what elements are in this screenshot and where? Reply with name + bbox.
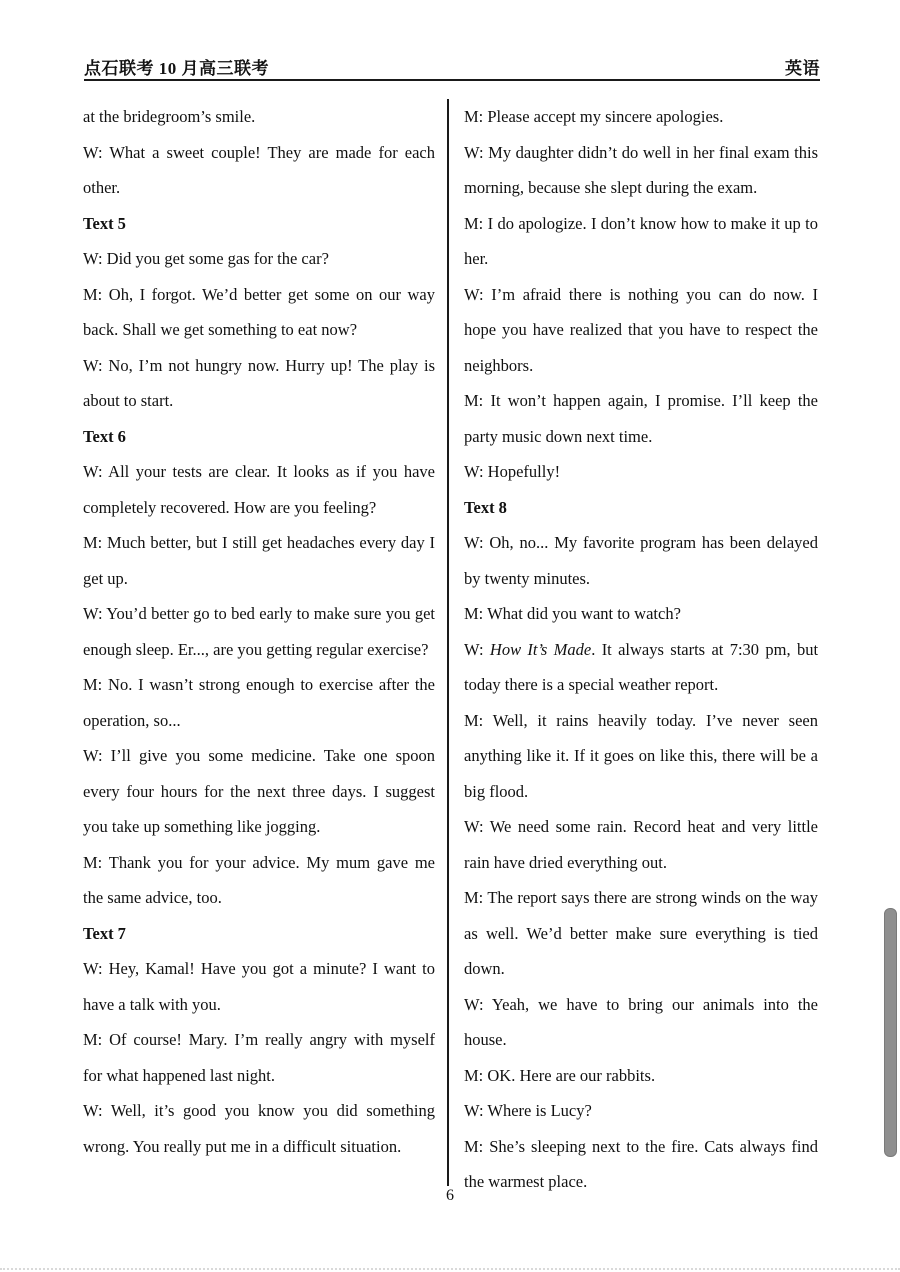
page-number: 6 <box>446 1187 454 1204</box>
dialogue-line: M: Of course! Mary. I’m really angry with myself for what happened last night. <box>83 1030 435 1085</box>
text-section-heading: Text 6 <box>83 426 126 446</box>
dialogue-line: M: It won’t happen again, I promise. I’ll keep the party music down next time. <box>464 391 818 446</box>
dialogue-line: W: You’d better go to bed early to make sure you get enough sleep. Er..., are you getting regular exercise? <box>83 604 435 659</box>
scrollbar-thumb[interactable] <box>884 908 897 1157</box>
dialogue-line: W: Oh, no... My favorite program has been delayed by twenty minutes. <box>464 533 818 588</box>
dialogue-line: M: I do apologize. I don’t know how to make it up to her. <box>464 213 818 268</box>
dialogue-line: M: Please accept my sincere apologies. <box>464 107 724 126</box>
dialogue-line: at the bridegroom’s smile. <box>83 107 256 126</box>
dialogue-line: M: Well, it rains heavily today. I’ve never seen anything like it. If it goes on like this, there will be a big flood. <box>464 710 818 801</box>
dialogue-line: M: Thank you for your advice. My mum gave me the same advice, too. <box>83 852 435 907</box>
dialogue-line: M: No. I wasn’t strong enough to exercise after the operation, so... <box>83 675 435 730</box>
dialogue-line: W: We need some rain. Record heat and very little rain have dried everything out. <box>464 817 818 872</box>
dialogue-line: W: My daughter didn’t do well in her final exam this morning, because she slept during the exam. <box>464 142 818 197</box>
dialogue-line: W: I’m afraid there is nothing you can do now. I hope you have realized that you have to respect the neighbors. <box>464 284 818 375</box>
dialogue-line: M: What did you want to watch? <box>464 604 681 623</box>
dialogue-line: M: The report says there are strong winds on the way as well. We’d better make sure everything is tied down. <box>464 888 818 978</box>
dialogue-line: W: Well, it’s good you know you did something wrong. You really put me in a difficult situation. <box>83 1101 435 1156</box>
dialogue-line: W: Yeah, we have to bring our animals into the house. <box>464 994 818 1049</box>
dialogue-line: W: Hopefully! <box>464 462 561 481</box>
dialogue-line: W: Hey, Kamal! Have you got a minute? I want to have a talk with you. <box>83 959 435 1014</box>
text-section-heading: Text 5 <box>83 213 126 233</box>
page-header <box>84 50 820 81</box>
dialogue-line: M: Oh, I forgot. We’d better get some on our way back. Shall we get something to eat now? <box>83 284 435 339</box>
header-right-title: 英语 <box>785 54 820 81</box>
dialogue-line: W: All your tests are clear. It looks as if you have completely recovered. How are you feeling? <box>83 462 435 517</box>
dialogue-line: W: Did you get some gas for the car? <box>83 249 329 268</box>
column-divider-line <box>447 99 449 1186</box>
listening-script-content <box>83 99 818 1200</box>
dialogue-line: M: OK. Here are our rabbits. <box>464 1065 656 1085</box>
dialogue-line: M: She’s sleeping next to the fire. Cats always find the warmest place. <box>464 1136 818 1191</box>
dialogue-line: W: No, I’m not hungry now. Hurry up! The play is about to start. <box>83 355 435 410</box>
text-section-heading: Text 7 <box>83 923 126 943</box>
dialogue-line: W: Where is Lucy? <box>464 1101 592 1120</box>
dialogue-line: W: What a sweet couple! They are made for each other. <box>83 142 435 197</box>
bottom-dotted-divider <box>0 1268 900 1270</box>
column-right <box>464 99 818 1200</box>
dialogue-line: W: I’ll give you some medicine. Take one spoon every four hours for the next three days. I suggest you take up something like jogging. <box>83 746 435 836</box>
dialogue-line: W: How It’s Made. It always starts at 7:30 pm, but today there is a special weather report. <box>464 639 819 694</box>
text-section-heading: Text 8 <box>464 497 507 517</box>
column-left <box>83 99 435 1200</box>
header-left-title: 点石联考 10 月高三联考 <box>84 59 269 78</box>
dialogue-line: M: Much better, but I still get headaches every day I get up. <box>83 533 435 588</box>
